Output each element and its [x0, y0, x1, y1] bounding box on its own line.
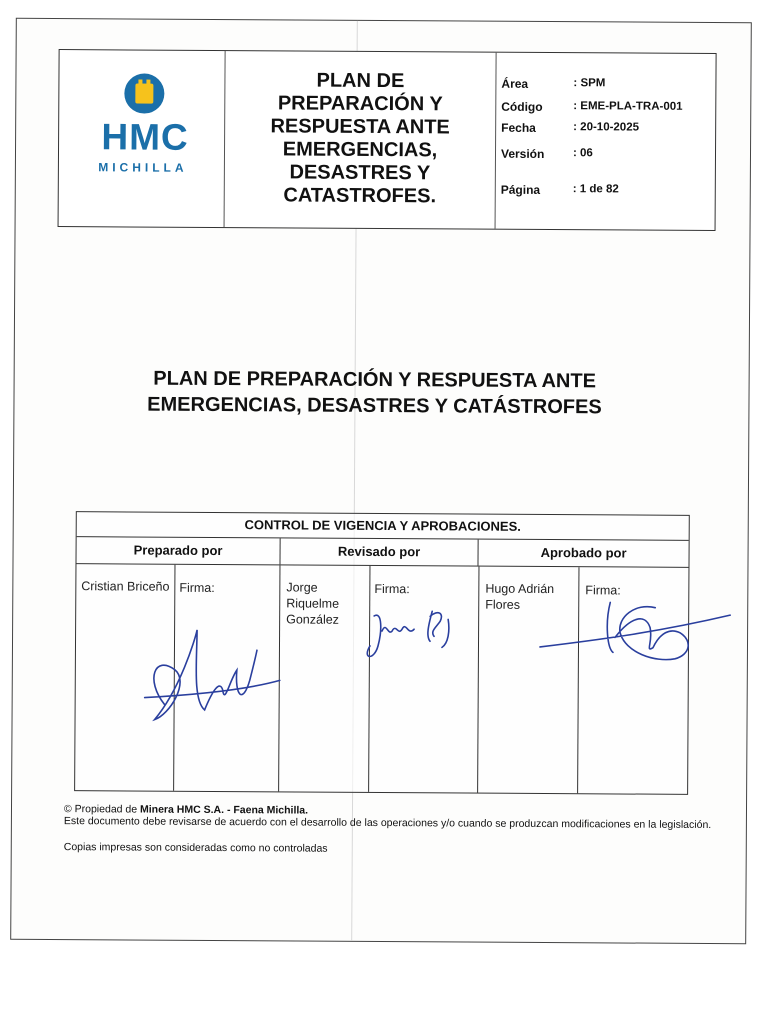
- meta-version-label: Versión: [500, 146, 545, 161]
- header-title-cell: [225, 51, 497, 229]
- copies-note: Copias impresas son consideradas como no controladas: [63, 841, 328, 855]
- reviewer-signature-label: Firma:: [374, 581, 410, 597]
- meta-code-value: : EME-PLA-TRA-001: [573, 100, 683, 113]
- preparer-signature-cell: [174, 565, 280, 792]
- reviewer-name: Jorge Riquelme González: [286, 580, 340, 627]
- approver-name-cell: [478, 567, 579, 794]
- approvals-column-headers: [76, 537, 688, 568]
- meta-date-value: : 20-10-2025: [573, 121, 640, 134]
- column-prepared-by: Preparado por: [76, 537, 280, 564]
- preparer-name: Cristian Briceño: [81, 579, 170, 594]
- ownership-owner: Minera HMC S.A. - Faena Michilla.: [139, 803, 309, 817]
- header-title: PLAN DE PREPARACIÓN Y RESPUESTA ANTE EMERGENCIAS, DESASTRES Y CATASTROFES.: [270, 69, 450, 208]
- preparer-name-cell: [75, 564, 175, 791]
- column-reviewed-by: Revisado por: [280, 538, 478, 565]
- document-page: [10, 18, 752, 944]
- approvals-signature-row: [75, 564, 688, 794]
- reviewer-signature-cell: [369, 566, 479, 793]
- approvals-table: [74, 511, 690, 795]
- document-metadata: [496, 53, 716, 230]
- ownership-prefix: © Propiedad de: [63, 803, 141, 816]
- document-header: [58, 49, 717, 231]
- reviewer-name-cell: [279, 565, 370, 792]
- document-main-title: PLAN DE PREPARACIÓN Y RESPUESTA ANTE EMERGENCIAS, DESASTRES Y CATÁSTROFES: [147, 367, 602, 419]
- reviewer-signature-image: [352, 591, 483, 682]
- company-logo: [59, 50, 226, 227]
- approvals-heading: CONTROL DE VIGENCIA Y APROBACIONES.: [77, 512, 689, 541]
- approver-name: Hugo Adrián Flores: [485, 581, 555, 612]
- meta-version-value: : 06: [572, 147, 593, 160]
- preparer-signature-label: Firma:: [179, 580, 215, 595]
- meta-date-label: Fecha: [501, 120, 536, 135]
- meta-page-label: Página: [500, 182, 541, 197]
- meta-code-label: Código: [501, 99, 543, 114]
- document-footer: [64, 803, 714, 857]
- approver-signature-cell: [578, 567, 688, 794]
- meta-area-value: : SPM: [573, 77, 606, 90]
- logo-subtitle: MICHILLA: [98, 160, 188, 175]
- logo-wordmark: HMC: [101, 116, 189, 158]
- column-approved-by: Aprobado por: [540, 544, 627, 561]
- hmc-logo-icon: [123, 72, 165, 114]
- meta-area-label: Área: [501, 76, 529, 91]
- approver-signature-label: Firma:: [585, 583, 621, 598]
- meta-page-value: : 1 de 82: [572, 183, 619, 196]
- review-note: Este documento debe revisarse de acuerdo con el desarrollo de las operaciones y/o cuando se produzcan modificaciones en la legislación.: [63, 815, 712, 832]
